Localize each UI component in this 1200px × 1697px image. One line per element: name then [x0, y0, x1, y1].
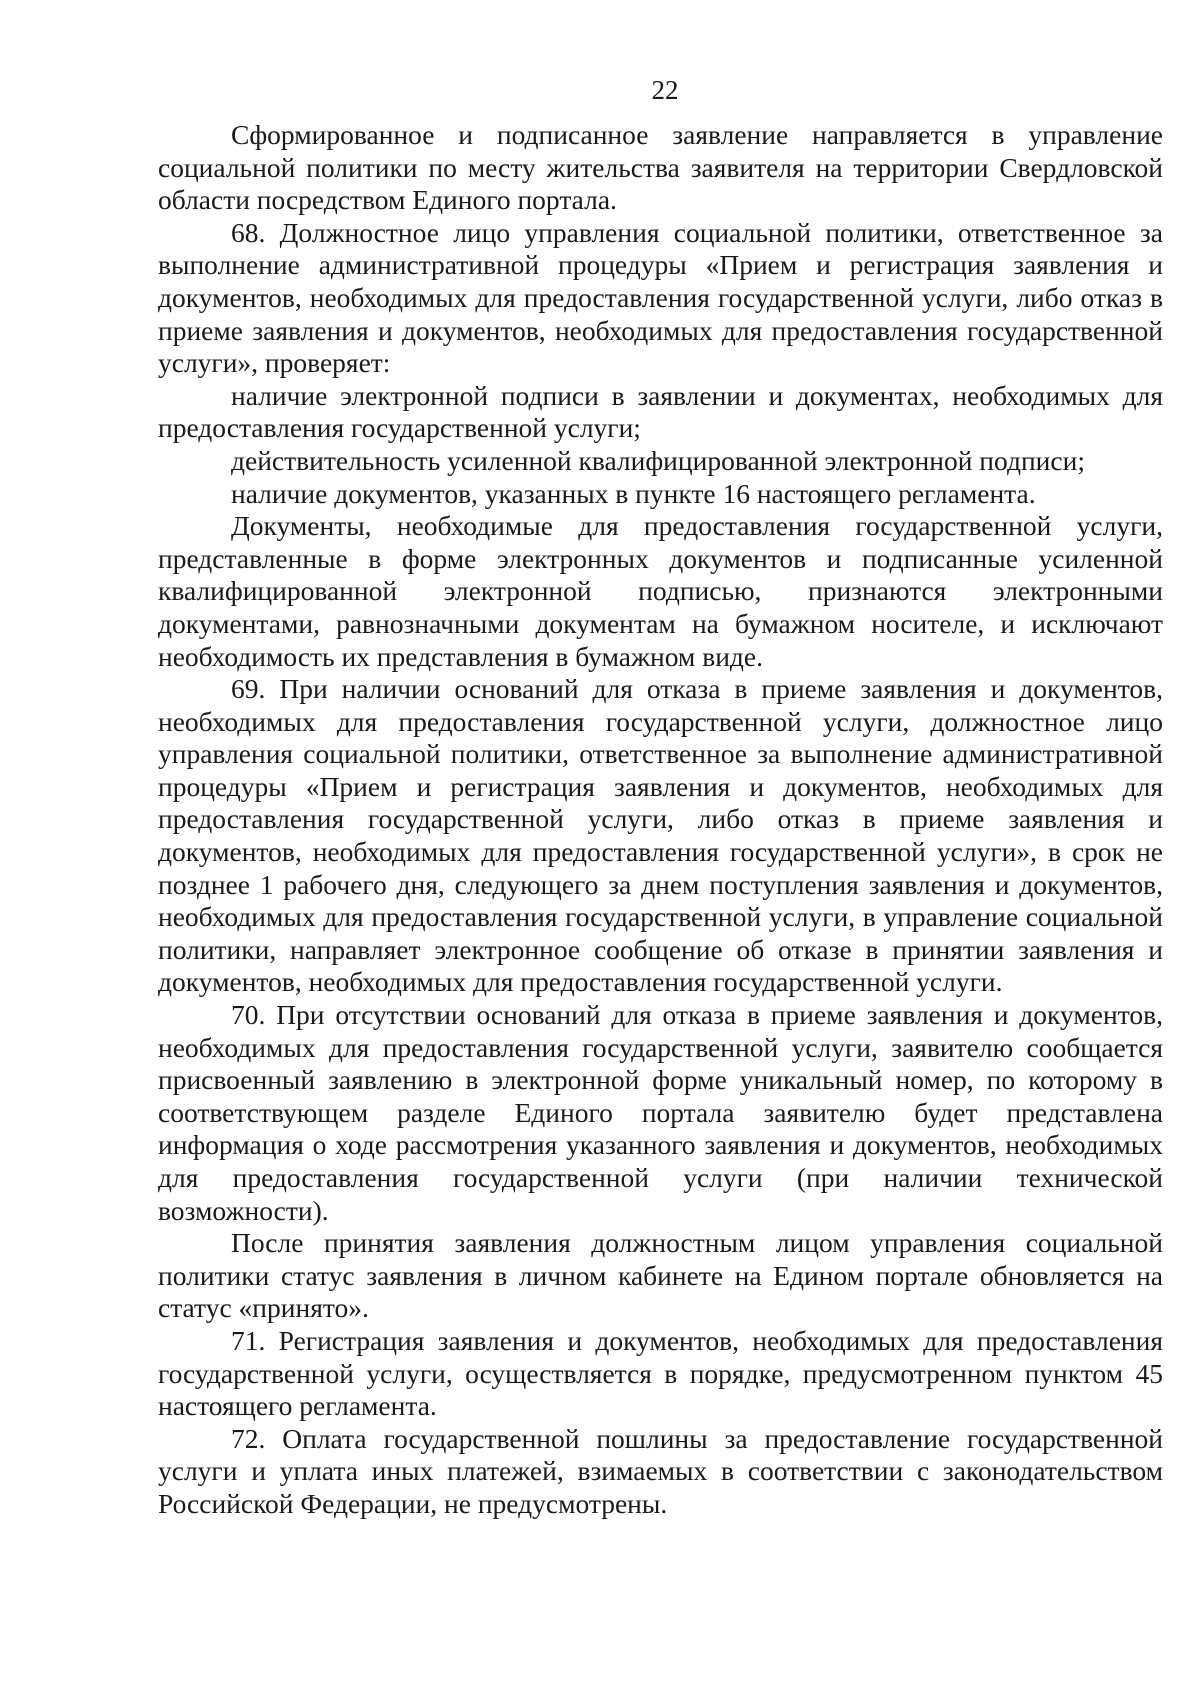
paragraph-electronic-documents: Документы, необходимые для предоставления государственной услуги, представленные в форме электронных документов и подписанные усиленной квалифицированной электронной подписью, признаются электронными документами, равнозначными документам на бумажном носителе, и исключают необходимость их представления в бумажном виде.	[158, 510, 1163, 672]
paragraph-68-item-signature: наличие электронной подписи в заявлении и документах, необходимых для предоставления государственной услуги;	[158, 379, 1163, 444]
document-body	[158, 119, 1163, 1521]
paragraph-70: 70. При отсутствии оснований для отказа в приеме заявления и документов, необходимых для предоставления государственной услуги, заявителю сообщается присвоенный заявлению в электронной форме уникальный номер, по которому в соответствующем разделе Единого портала заявителю будет представлена информация о ходе рассмотрения указанного заявления и документов, необходимых для предоставления государственной услуги (при наличии технической возможности).	[158, 999, 1163, 1226]
paragraph-68: 68. Должностное лицо управления социальной политики, ответственное за выполнение административной процедуры «Прием и регистрация заявления и документов, необходимых для предоставления государственной услуги, либо отказ в приеме заявления и документов, необходимых для предоставления государственной услуги», проверяет:	[158, 216, 1163, 379]
paragraph-71: 71. Регистрация заявления и документов, необходимых для предоставления государственной услуги, осуществляется в порядке, предусмотренном пунктом 45 настоящего регламента.	[158, 1324, 1163, 1422]
paragraph-68-item-documents: наличие документов, указанных в пункте 16 настоящего регламента.	[231, 477, 1036, 509]
page-number: 22	[651, 75, 679, 105]
paragraph-69: 69. При наличии оснований для отказа в приеме заявления и документов, необходимых для предоставления государственной услуги, должностное лицо управления социальной политики, ответственное за выполнение административной процедуры «Прием и регистрация заявления и документов, необходимых для предоставления государственной услуги, либо отказ в приеме заявления и документов, необходимых для предоставления государственной услуги», в срок не позднее 1 рабочего дня, следующего за днем поступления заявления и документов, необходимых для предоставления государственной услуги, в управление социальной политики, направляет электронное сообщение об отказе в принятии заявления и документов, необходимых для предоставления государственной услуги.	[158, 673, 1163, 998]
paragraph-status-update: После принятия заявления должностным лицом управления социальной политики статус заявления в личном кабинете на Едином портале обновляется на статус «принято».	[158, 1227, 1163, 1324]
paragraph-submission: Сформированное и подписанное заявление направляется в управление социальной политики по месту жительства заявителя на территории Свердловской области посредством Единого портала.	[158, 119, 1163, 216]
paragraph-72: 72. Оплата государственной пошлины за предоставление государственной услуги и уплата иных платежей, взимаемых в соответствии с законодательством Российской Федерации, не предусмотрены.	[158, 1422, 1163, 1519]
paragraph-68-item-validity: действительность усиленной квалифицированной электронной подписи;	[231, 444, 1085, 476]
